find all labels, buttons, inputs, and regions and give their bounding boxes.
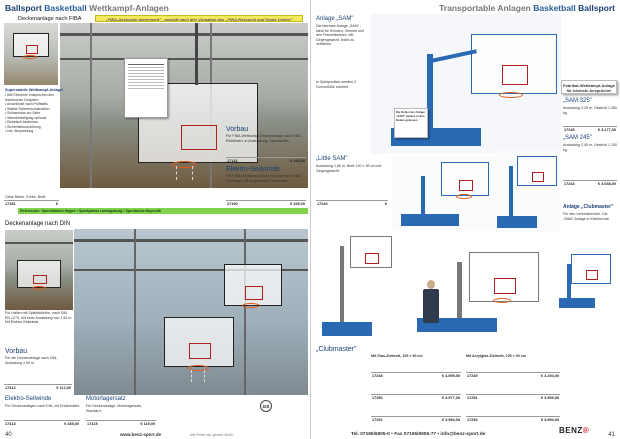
sam325-title: „SAM 325" bbox=[563, 98, 592, 104]
vorbau-title: Vorbau bbox=[226, 126, 249, 133]
elektro-price-row bbox=[226, 200, 306, 206]
clubmaster-col1-title: Mit Glas-Zielbrett, 105 × 90 cm bbox=[371, 354, 423, 358]
price: € bbox=[384, 202, 387, 206]
clubmaster-row bbox=[466, 416, 560, 422]
little-sam-price-row bbox=[316, 200, 388, 206]
art-number: 17415 bbox=[87, 422, 98, 426]
din-vorbau-text: Für die Deckenanlage nach DIN, Ausladung 1,50 m. bbox=[5, 356, 58, 365]
motor-price-row bbox=[86, 420, 156, 426]
art-number: 17142 bbox=[227, 159, 238, 163]
sam-title: Anlage „SAM" bbox=[316, 16, 354, 22]
art-number: 17190 bbox=[227, 202, 238, 206]
right-header bbox=[439, 3, 615, 13]
art-number: 17243 bbox=[564, 182, 575, 186]
page-number-left: 40 bbox=[5, 432, 12, 438]
motor-title: Motorlagersatz bbox=[86, 396, 126, 402]
clubmaster-row bbox=[371, 394, 461, 400]
feature-item: • Schwenkbar zur Seite bbox=[5, 111, 59, 116]
feature-item: • Elektrisch bedienbar bbox=[5, 120, 59, 125]
sam325-text: Ausladung 3,25 m, Gewicht 1.350 kg bbox=[563, 106, 617, 115]
art-number: 17249 bbox=[467, 374, 478, 378]
clubmaster-image bbox=[397, 232, 557, 342]
price: € 3.577,00 bbox=[442, 396, 460, 400]
elektro-title: Elektro-Seilwinde bbox=[226, 166, 281, 173]
art-number: 17250 bbox=[372, 396, 383, 400]
person-figure bbox=[427, 280, 435, 289]
price: € 3.994,00 bbox=[541, 418, 559, 422]
section-fiba-title: Deckenanlage nach FIBA bbox=[18, 16, 82, 22]
art-number: 17412 bbox=[5, 386, 16, 390]
art-number: 17181 bbox=[5, 202, 16, 206]
price: € bbox=[55, 202, 58, 206]
din-vorbau-price-row bbox=[4, 384, 72, 390]
price: € 4.595,00 bbox=[442, 374, 460, 378]
left-header bbox=[5, 3, 169, 13]
price: € 3.294,00 bbox=[541, 374, 559, 378]
feature-item: • Anschlüsse nach Prüfstatik bbox=[5, 102, 59, 107]
price: € 3.994,00 bbox=[442, 418, 460, 422]
clubmaster-box-title: Anlage „Clubmaster" bbox=[563, 204, 614, 210]
sam325-price-row bbox=[563, 126, 617, 132]
gym-photo-small bbox=[4, 23, 58, 85]
feature-item: • Stabile Rahmenkonstruktion bbox=[5, 107, 59, 112]
art-number: 17252 bbox=[372, 418, 383, 422]
benz-logo bbox=[559, 426, 589, 435]
fiba-banner: „FIBA-Associate Agreement" - geprüft nach den Vorgaben des „FIBA-Research and Study Centre" bbox=[95, 15, 303, 22]
right-page bbox=[310, 0, 620, 439]
header-category: Transportable Anlagen bbox=[439, 3, 531, 13]
features-heading: Superstabile Wettkampf-Anlage! bbox=[5, 88, 64, 92]
little-sam-title: „Little SAM" bbox=[316, 156, 348, 162]
sam245-title: „SAM 245" bbox=[563, 135, 592, 141]
art-number: 17253 bbox=[467, 418, 478, 422]
sam-callout: Die Rollen der Anlage „SAM" werden in den Boden gelassen bbox=[394, 108, 428, 138]
footer-note: Alle Preise inkl. gesetzl. MwSt. bbox=[190, 433, 234, 437]
header-ballsport: Ballsport bbox=[578, 3, 615, 13]
art-number: 17251 bbox=[467, 396, 478, 400]
art-number: 17413 bbox=[5, 422, 16, 426]
elektro-text: Für FIBA-Wettkampf-Deckenanlage nach FIBA-Richtlinien mit eingebauter Endschalter. bbox=[226, 174, 302, 183]
din-elektro-text: Für Deckenanlagen nach DIN, mit Endschalter. bbox=[5, 404, 80, 408]
page-number-right: 41 bbox=[608, 432, 615, 438]
section-din-title: Deckenanlage nach DIN bbox=[5, 221, 71, 227]
price: € 3.595,00 bbox=[541, 396, 559, 400]
header-basketball: Basketball bbox=[44, 3, 87, 13]
features-list bbox=[5, 93, 59, 195]
logo-mark: ® bbox=[582, 426, 590, 435]
fiba-price-row bbox=[4, 200, 59, 206]
din-elektro-price-row bbox=[4, 420, 80, 426]
clubmaster-row bbox=[466, 372, 560, 378]
clubmaster-small-image bbox=[557, 250, 617, 312]
tuev-badge-icon: GS bbox=[260, 400, 272, 412]
vorbau-text: Für FIBA-Wettkampf-Deckenanlage nach FIBA-Richtlinien, in Abstrahlung, Spannweite. bbox=[226, 134, 302, 143]
art-number: 17248 bbox=[372, 374, 383, 378]
header-ballsport: Ballsport bbox=[5, 3, 42, 13]
logo-text: BENZ bbox=[559, 426, 583, 435]
sam-intro: In Spielposition werden 2 Gummifüße arretiert. bbox=[316, 80, 357, 89]
clubmaster-box-text: Für den Vereinsbereich. Die „SAM"-Anlage in Kleinformat. bbox=[563, 212, 610, 221]
clubmaster-row bbox=[371, 416, 461, 422]
din-vorbau-title: Vorbau bbox=[5, 348, 28, 355]
price: € 3.177,00 bbox=[598, 128, 616, 132]
price: € 335,00 bbox=[290, 202, 305, 206]
sam-text: Die fahrbare Anlage „SAM" - ideal für Schulen, Vereine und den Freizeitbereich. Mit Gegengewicht, leicht zu verfahren. bbox=[316, 24, 364, 47]
fabric-box: Fabrikat-Wettkampf-Anlage für höchste Ansprüche! bbox=[561, 80, 617, 94]
fiba-certificate-image bbox=[124, 58, 168, 118]
footer-contact: Tel. 07195/6905-0 • Fax 07195/6905-77 • info@benz-sport.de bbox=[351, 432, 486, 437]
art-number: 17240 bbox=[317, 202, 328, 206]
clubmaster-row bbox=[466, 394, 560, 400]
sam-backboard bbox=[471, 34, 557, 94]
feature-item: • Sicherheitsvorrichtung bbox=[5, 125, 59, 130]
din-text: Für Hallen mit Spielfeldhöhe, nach DIN EN 1270, mit einer Ausladung von 1,50 m. Mit Elektro-Seilwinde. bbox=[5, 311, 73, 325]
clubmaster-side-image bbox=[316, 230, 396, 344]
sam245-image bbox=[495, 150, 559, 232]
clubmaster-row bbox=[371, 372, 461, 378]
sam245-price-row bbox=[563, 180, 617, 186]
fiba-price-note: Ohne Netze, Körbe, Brett bbox=[5, 195, 46, 199]
vorbau-price-row bbox=[226, 157, 306, 163]
art-number: 17245 bbox=[564, 128, 575, 132]
sam245-text: Ausladung 2,45 m, Gewicht 1.150 kg bbox=[563, 143, 617, 152]
little-sam-image bbox=[391, 156, 495, 230]
clubmaster-col2-title: Mit Acrylglas-Zielbrett, 105 × 90 cm bbox=[466, 354, 526, 358]
motor-text: Für Deckenanlage, Motorlagersatz, Standard. bbox=[86, 404, 143, 413]
gym-photo-din-small bbox=[5, 230, 73, 310]
price: € 3.038,00 bbox=[598, 182, 616, 186]
feature-item: • Alle Elemente entsprechen den technischen Vorgaben bbox=[5, 93, 59, 102]
clubmaster-title: „Clubmaster" bbox=[316, 346, 357, 353]
header-basketball: Basketball bbox=[533, 3, 576, 13]
header-category: Wettkampf-Anlagen bbox=[89, 3, 169, 13]
din-elektro-title: Elektro-Seilwinde bbox=[5, 396, 52, 402]
price: € 119,00 bbox=[140, 422, 155, 426]
feature-item: • Wandbefestigung optional bbox=[5, 116, 59, 121]
references-bar: Referenzen: Sportstadion Hagen • Sportpalast Ludwigsburg • Sportarena Bayreuth bbox=[18, 208, 308, 214]
little-sam-text: Ausladung 1,65 m, Brett 120 × 90 cm mit Gegengewicht. bbox=[316, 164, 382, 173]
price: € 335,00 bbox=[64, 422, 79, 426]
footer-url[interactable]: www.benz-sport.de bbox=[120, 432, 162, 437]
price: € 103,00 bbox=[290, 159, 305, 163]
price: € 112,00 bbox=[56, 386, 71, 390]
feature-item: • Inkl. Abspannung bbox=[5, 129, 59, 134]
gym-photo-din bbox=[74, 229, 308, 395]
